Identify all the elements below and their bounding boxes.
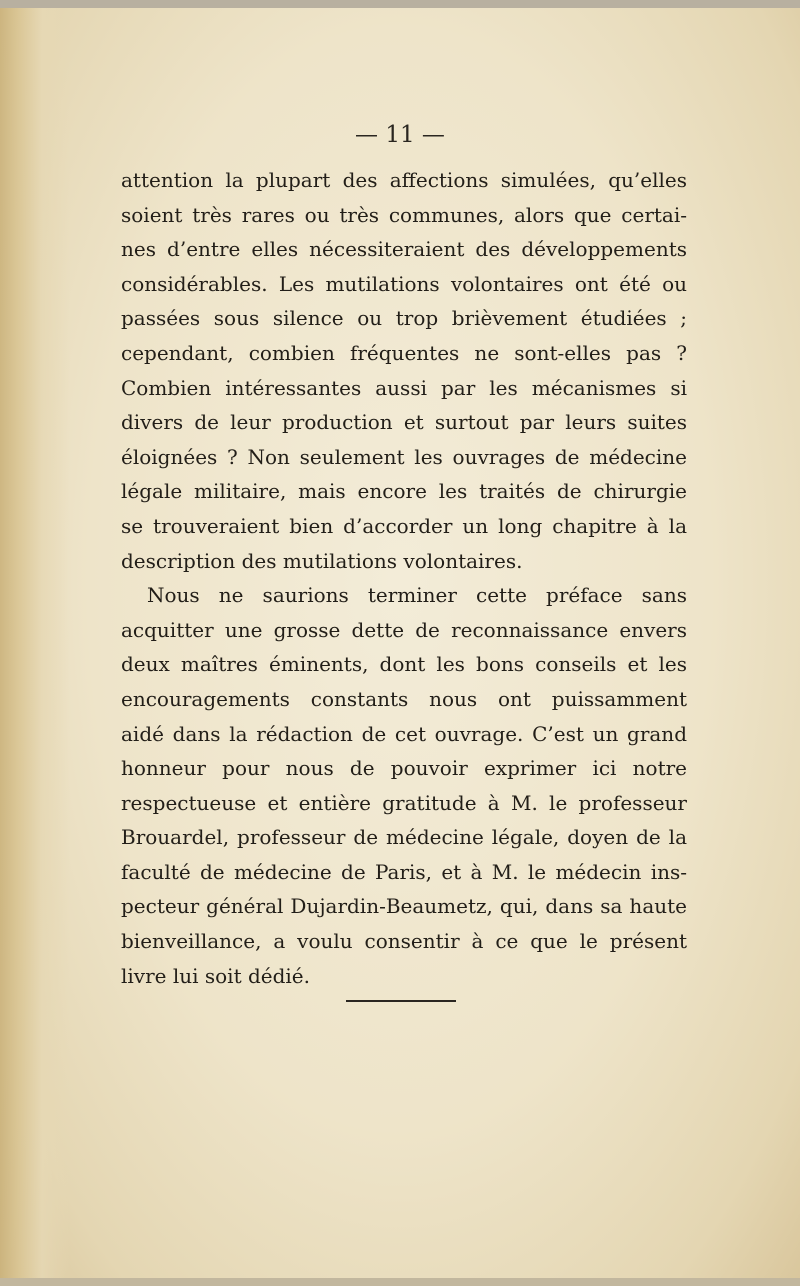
section-end-rule	[346, 1000, 456, 1002]
text-line: cependant, combien fréquentes ne sont-elles pas ?	[121, 340, 687, 365]
body-text	[121, 163, 687, 993]
text-line: faculté de médecine de Paris, et à M. le médecin ins-	[121, 859, 687, 884]
text-line: honneur pour nous de pouvoir exprimer ici notre	[121, 756, 687, 781]
text-line: pecteur général Dujardin-Beaumetz, qui, dans sa haute	[121, 894, 687, 919]
text-line: Brouardel, professeur de médecine légale, doyen de la	[121, 825, 687, 850]
paragraph-end-line: livre lui soit dédié.	[121, 963, 311, 988]
text-line: considérables. Les mutilations volontaires ont été ou	[121, 271, 687, 296]
text-line: bienveillance, a voulu consentir à ce que le présent	[121, 929, 687, 954]
text-line: acquitter une grosse dette de reconnaissance envers	[121, 617, 687, 642]
text-line: se trouveraient bien d’accorder un long chapitre à la	[121, 513, 687, 538]
text-line: deux maîtres éminents, dont les bons conseils et les	[121, 652, 687, 677]
text-line: Combien intéressantes aussi par les mécanismes si	[121, 375, 687, 400]
page-edge-shading	[0, 0, 70, 1286]
text-line: divers de leur production et surtout par leurs suites	[121, 410, 687, 435]
top-border	[0, 0, 800, 8]
text-line: passées sous silence ou trop brièvement étudiées ;	[121, 306, 687, 331]
text-line: nes d’entre elles nécessiteraient des développements	[121, 237, 687, 262]
text-line: attention la plupart des affections simulées, qu’elles	[121, 168, 687, 192]
text-line: aidé dans la rédaction de cet ouvrage. C’est un grand	[121, 721, 687, 746]
bottom-border	[0, 1278, 800, 1286]
text-line: soient très rares ou très communes, alors que certai-	[121, 202, 687, 227]
page-number: — 11 —	[355, 122, 445, 148]
paragraph-start-line: Nous ne saurions terminer cette préface sans	[147, 583, 687, 608]
text-line: éloignées ? Non seulement les ouvrages de médecine	[121, 444, 687, 469]
paragraph-end-line: description des mutilations volontaires.	[121, 548, 523, 573]
text-line: encouragements constants nous ont puissamment	[121, 686, 687, 711]
text-line: respectueuse et entière gratitude à M. le professeur	[121, 790, 687, 815]
text-line: légale militaire, mais encore les traités de chirurgie	[121, 479, 687, 504]
